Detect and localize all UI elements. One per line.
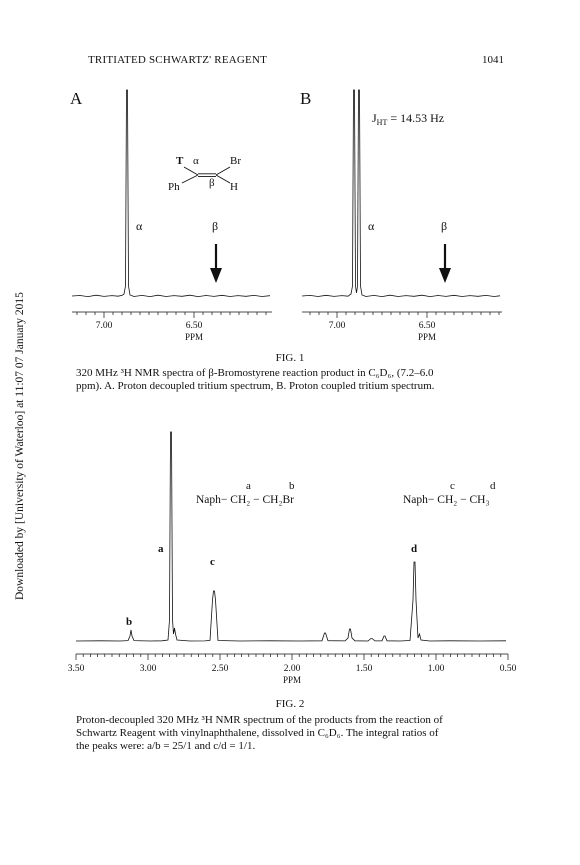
page-number: 1041 — [482, 54, 504, 66]
structure-br: Br — [230, 155, 241, 167]
panel-a-label: A — [70, 89, 83, 108]
struct2-d-label: d — [490, 480, 496, 492]
fig2-caption-line1: Proton-decoupled 320 MHz ³H NMR spectrum of the products from the reaction of — [76, 714, 443, 726]
struct1-a-label: a — [246, 480, 251, 492]
fig2-axis-label: PPM — [282, 675, 302, 685]
coupling-constant: $J_{HT} = 14.53$ Hz — [372, 111, 445, 127]
running-title: TRITIATED SCHWARTZ' REAGENT — [88, 54, 268, 66]
panel-b-beta-label: β — [441, 219, 448, 233]
fig2-label: FIG. 2 — [275, 698, 305, 710]
fig1-label: FIG. 1 — [275, 352, 305, 364]
struct1-formula: Naph− CH₂ − CH₂Br — [196, 494, 294, 506]
struct2-formula: Naph− CH₂ − CH₃ — [403, 494, 490, 506]
fig1-panel-a — [70, 89, 272, 342]
panel-b-axis-label: PPM — [417, 332, 437, 342]
struct1-b-label: b — [289, 480, 295, 492]
fig2-peak-d-label: d — [411, 543, 418, 555]
fig2-caption-line3: the peaks were: a/b = 25/1 and c/d = 1/1. — [76, 740, 256, 752]
fig2-spectrum — [76, 432, 506, 641]
panel-a-axis-label: PPM — [184, 332, 204, 342]
structure-ph: Ph — [168, 181, 180, 193]
fig2-spectrum-panel — [68, 432, 517, 685]
fig2-peak-c-label: c — [210, 556, 215, 568]
structure-h: H — [230, 181, 238, 193]
fig2-tick-100: 1.00 — [427, 664, 445, 674]
panel-a-spectrum — [72, 90, 270, 297]
panel-b-alpha-label: α — [368, 219, 375, 233]
fig2-caption-line2: Schwartz Reagent with vinylnaphthalene, dissolved in C₆D₆. The integral ratios of — [76, 727, 439, 739]
panel-b-minor-ticks — [310, 312, 499, 318]
fig2-tick-050: 0.50 — [499, 664, 517, 674]
fig1-caption-line2: ppm). A. Proton decoupled tritium spectrum, B. Proton coupled tritium spectrum. — [76, 380, 435, 392]
panel-b-tick-700: 7.00 — [328, 321, 346, 331]
panel-a-alpha-label: α — [136, 219, 143, 233]
panel-a-tick-650: 6.50 — [185, 321, 203, 331]
bromostyrene-structure — [168, 155, 241, 193]
structure-beta: β — [209, 177, 215, 189]
structure-alpha: α — [193, 155, 199, 167]
panel-a-beta-label: β — [212, 219, 219, 233]
panel-b-beta-arrow — [439, 244, 451, 283]
fig2-tick-250: 2.50 — [211, 664, 229, 674]
fig2-tick-150: 1.50 — [355, 664, 373, 674]
panel-a-beta-arrow — [210, 244, 222, 283]
panel-a-minor-ticks — [77, 312, 266, 318]
fig2-tick-350: 3.50 — [67, 664, 85, 674]
struct2-c-label: c — [450, 480, 455, 492]
fig2-tick-300: 3.00 — [139, 664, 157, 674]
structure-t: T — [176, 155, 184, 167]
fig2-ticks — [76, 654, 508, 660]
fig1-panel-b — [300, 89, 502, 342]
fig2-peak-a-label: a — [158, 543, 164, 555]
download-watermark: Downloaded by [University of Waterloo] at 11:07 07 January 2015 — [14, 292, 26, 600]
panel-b-tick-650: 6.50 — [418, 321, 436, 331]
panel-b-label: B — [300, 89, 312, 108]
fig2-tick-200: 2.00 — [283, 664, 301, 674]
panel-a-tick-700: 7.00 — [95, 321, 113, 331]
fig1-caption-line1: 320 MHz ³H NMR spectra of β-Bromostyrene reaction product in C₆D₆, (7.2–6.0 — [76, 367, 434, 379]
fig2-peak-b-label: b — [126, 616, 133, 628]
